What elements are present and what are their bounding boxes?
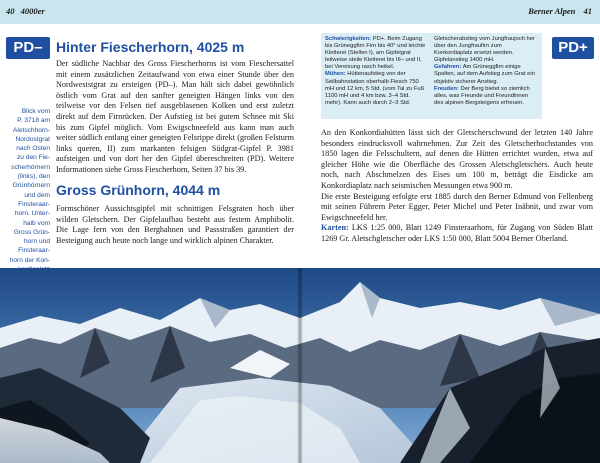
caption-line: horn und [23,238,50,246]
info-entry-text: Hüttenaufstieg von der Seilbahnstation oberhalb Fiesch 750 mH und 12 km, 5 Std. (vom Tal zu Fuß 1100 mH und 4 km bzw. 3–4 Std. mehr). Kann auch durch 2–3 Std. [325,71,425,106]
left-running-title: 4000er [20,6,45,16]
info-entry-text: Der Berg bietet so ziemlich alles, was Freunde und Freundinnen des alpinen Bergsteigens erfreuen. [434,85,530,106]
header-left [6,6,45,16]
section-body-gross-gruenhorn: Formschöner Aussichtsgipfel mit schnittigen Felsgraten hoch über wilden Gletschern. Der Gipfelaufbau besteht aus festem Amphibolit. Die Lage fern von den Berghahnen und Passstraßen garantiert der Besteigung auch heute noch lange und wirklich alpinen Charakter. [56,204,294,245]
caption-line: und dem [24,191,50,199]
maps-text: LKS 1:25 000, Blatt 1249 Finsteraarhorn, für Zugang von Süden Blatt 1269 Gr. Aletschgletscher oder LKS 1:50 000, Blatt 5004 Berner Oberland. [321,223,594,243]
photo-caption [2,107,50,274]
info-entry [434,86,538,107]
info-box-left-column [325,36,428,107]
caption-line: horn. Unter- [14,210,50,218]
info-entry-text: Am Grüneggfirn einige Spalten, auf dem Aufstieg zum Grat ein objektiv sicherer Anstieg. [434,64,535,85]
info-entry [325,36,428,71]
section-body-hinter-fiescherhorn: Der südliche Nachbar des Gross Fiescherhorns ist vom Fieschersattel mit einem zusätzlichen Zeitaufwand von etwa einer Stunde über den Nordweststgrat zu ersteigen (PD–). Man hält sich dabei gewöhnlich östlich vom Grat auf den sanfter geneigten Hängen links von den teilweise vor den Felsen tief ausgeblasenen Kolken und erst zuletzt direkt auf dem Firnrücken. Der Aufstieg ist bei gutem Schnee mit Ski bis zum Gipfel möglich. Vom Ewigschneefeld aus kann man auch weiter südlich entlang einer geneigten Felsrippe direkt (großen Felsturm links queren, II) zum markanten felsigen Südgrat-Gipfel P. 3981 aufsteigen und von dort her den Gipfel übereschreiten (PD). Weitere Informationen siehe Gross Fiescherhorn, Seiten 37 bis 39. [56,59,294,174]
page-gutter [297,268,303,463]
caption-line: nach Osten [16,145,50,153]
info-entry [434,64,538,85]
info-entry [434,36,538,64]
info-entry-label: Gefahren: [434,64,462,71]
left-page-number: 40 [6,6,15,16]
section-title-gross-gruenhorn: Gross Grünhorn, 4044 m [56,182,221,198]
right-page-number: 41 [583,6,592,16]
caption-line: (links), den [17,173,50,181]
info-entry-label: Freuden: [434,85,459,92]
caption-line: Blick vom [21,108,50,115]
info-entry-label: Schwierigkeiten: [325,36,372,42]
info-entry [325,71,428,106]
maps-label: Karten: [321,223,349,233]
right-running-title: Berner Alpen [528,6,576,16]
section-title-hinter-fiescherhorn: Hinter Fiescherhorn, 4025 m [56,39,245,55]
caption-line: Finsteraar- [18,200,50,208]
caption-line: Grünhörnern [12,182,50,190]
caption-line: scherhörnern [11,163,50,171]
caption-line: horn der Kon- [9,256,50,264]
caption-line: halb vom [23,219,50,227]
header-right [528,6,592,16]
caption-line: P. 3718 am [17,117,50,125]
caption-line: Nordostgrat [15,135,50,143]
caption-line: Gross Grün- [13,228,50,236]
difficulty-badge-pd-plus: PD+ [552,37,594,59]
caption-line: zu den Fie- [17,154,50,162]
info-box-right-column [434,36,538,107]
caption-line: Finsteraar- [18,247,50,255]
info-entry-label: Mühen: [325,71,346,78]
konkordia-paragraph: An den Konkordiahütten lässt sich der Gletscherschwund der letzten 140 Jahre besonders eindrucksvoll wahrnehmen. Zur Zeit des Gletscherhochstandes von 1850 lagen die Felsschultern, auf denen die Hütten errichtet wurden, etwa auf gleicher Höhe wie die Oberfläche des Grossen Aletschgletschers. Auch heute noch, nach Abschmelzen des Eises um 100 m, beträgt die Eisdicke am Konkordiaplatz nach seismischen Messungen etwa 900 m. [321,128,593,190]
section-body-konkordia [321,128,593,245]
info-entry-text: Gletscherabstieg vom Jungfraujoch her über den Jungfraufirn zum Konkordiaplatz ersetzt werden. Gipfelanstieg 1400 mH. [434,36,535,64]
info-entry-text: PD+. Beim Zugang bis Grüneggfirn Firn bis 40° und leichte Kletterei (Stellen I), am Gipfelgrat teilweise steile Kletterei bis III– und II, bei Vereisung rasch heikel. [325,36,426,71]
caption-line: Aletschhorn- [12,126,50,134]
route-info-box [321,33,542,119]
page-header [0,0,600,24]
difficulty-badge-pd-minus: PD– [6,37,50,59]
first-ascent-paragraph: Die erste Besteigung erfolgte erst 1885 durch den Berner Edmund von Fellenberg mit seinen Führern Peter Egger, Peter Michel und Peter Inäbnit, und zwar vom Ewigschneefeld her. [321,191,593,222]
